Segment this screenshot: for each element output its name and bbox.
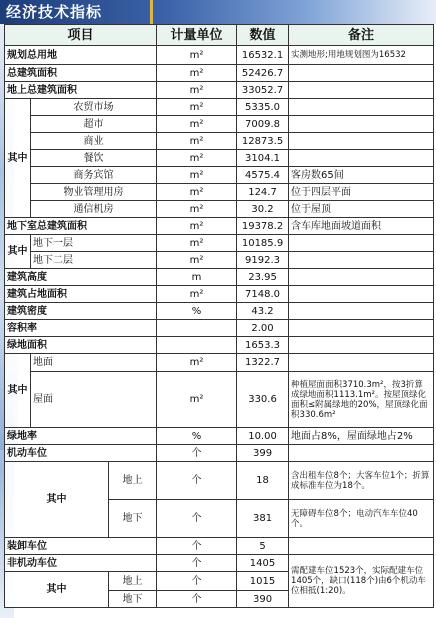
- row-unit: m²: [157, 133, 237, 150]
- table-row: [5, 337, 434, 354]
- row-note: [289, 354, 434, 372]
- row-value: 399: [237, 445, 289, 462]
- row-value: 4575.4: [237, 167, 289, 184]
- table-row: [5, 286, 434, 303]
- table-row: [5, 167, 434, 184]
- row-unit: m²: [157, 252, 237, 269]
- row-value: 10.00: [237, 428, 289, 445]
- row-note: 无障碍车位8个；电动汽车车位40个。: [289, 500, 434, 538]
- row-unit: m²: [157, 150, 237, 167]
- table-row: [5, 372, 434, 428]
- row-value: 390: [237, 591, 289, 608]
- table-row: [5, 184, 434, 201]
- table-row: [5, 428, 434, 445]
- row-unit: 个: [157, 555, 237, 572]
- banner-title: 经济技术指标: [6, 3, 103, 21]
- row-name: 通信机房: [31, 201, 157, 218]
- row-unit: m²: [157, 354, 237, 372]
- banner-stripe: [150, 0, 153, 24]
- row-value: 1015: [237, 572, 289, 591]
- row-name: 地下: [109, 500, 157, 538]
- row-name: 地上: [109, 572, 157, 591]
- row-name: 非机动车位: [5, 555, 157, 572]
- table-row: [5, 538, 434, 555]
- row-value: 7009.8: [237, 116, 289, 133]
- row-value: 23.95: [237, 269, 289, 286]
- row-name: 地下二层: [31, 252, 157, 269]
- row-note: [289, 235, 434, 252]
- row-value: 10185.9: [237, 235, 289, 252]
- row-name: 农贸市场: [31, 99, 157, 116]
- row-value: 33052.7: [237, 82, 289, 99]
- row-note: [289, 269, 434, 286]
- row-note: 需配建车位1523个，实际配建车位1405个，缺口(118个)由6个机动车位相抵(1:20)。: [289, 555, 434, 608]
- row-name: 容积率: [5, 320, 157, 337]
- row-value: 3104.1: [237, 150, 289, 167]
- row-value: 9192.3: [237, 252, 289, 269]
- row-value: 52426.7: [237, 65, 289, 82]
- header-item: 项目: [5, 25, 157, 46]
- row-value: 1653.3: [237, 337, 289, 354]
- table-row: [5, 201, 434, 218]
- row-unit: m²: [157, 167, 237, 184]
- row-note: [289, 150, 434, 167]
- row-unit: 个: [157, 500, 237, 538]
- row-name: 地下一层: [31, 235, 157, 252]
- row-unit: 个: [157, 591, 237, 608]
- row-note: 地面占8%，屋面绿地占2%: [289, 428, 434, 445]
- row-unit: 个: [157, 445, 237, 462]
- row-name: 地下: [109, 591, 157, 608]
- table-row: [5, 133, 434, 150]
- header-value: 数值: [237, 25, 289, 46]
- row-note: [289, 82, 434, 99]
- row-name: 餐饮: [31, 150, 157, 167]
- row-unit: %: [157, 303, 237, 320]
- row-name: 规划总用地: [5, 46, 157, 65]
- row-name: 屋面: [31, 372, 157, 428]
- row-value: 2.00: [237, 320, 289, 337]
- table-row: [5, 303, 434, 320]
- row-unit: m: [157, 269, 237, 286]
- row-unit: m²: [157, 372, 237, 428]
- table-row: [5, 354, 434, 372]
- row-value: 19378.2: [237, 218, 289, 235]
- table-row: [5, 82, 434, 99]
- row-note: 种植屋面面积3710.3m²，按3折算成绿地面积1113.1m²。按屋顶绿化面积≤附属绿地的20%，屋顶绿化面积330.6m²: [289, 372, 434, 428]
- table-row: [5, 462, 434, 500]
- row-value: 1405: [237, 555, 289, 572]
- row-name: 总建筑面积: [5, 65, 157, 82]
- group-label: 其中: [5, 572, 109, 608]
- row-name: 商业: [31, 133, 157, 150]
- row-name: 超市: [31, 116, 157, 133]
- table-row: [5, 235, 434, 252]
- table-row: [5, 150, 434, 167]
- row-name: 地面: [31, 354, 157, 372]
- row-note: 含出租车位8个；大客车位1个；折算成标准车位为18个。: [289, 462, 434, 500]
- row-name: 地上总建筑面积: [5, 82, 157, 99]
- economic-indicators-table: [4, 24, 434, 608]
- row-name: 地下室总建筑面积: [5, 218, 157, 235]
- row-note: [289, 65, 434, 82]
- row-value: 124.7: [237, 184, 289, 201]
- row-note: 客房数65间: [289, 167, 434, 184]
- row-unit: m²: [157, 286, 237, 303]
- row-note: [289, 116, 434, 133]
- table-header-row: [5, 25, 434, 46]
- row-name: 地上: [109, 462, 157, 500]
- row-value: 330.6: [237, 372, 289, 428]
- row-value: 18: [237, 462, 289, 500]
- row-unit: m²: [157, 184, 237, 201]
- row-name: 建筑密度: [5, 303, 157, 320]
- table-row: [5, 320, 434, 337]
- row-name: 绿地面积: [5, 337, 157, 354]
- row-unit: 个: [157, 462, 237, 500]
- row-unit: %: [157, 428, 237, 445]
- row-unit: m²: [157, 201, 237, 218]
- row-note: [289, 538, 434, 555]
- group-label: 其中: [5, 354, 31, 428]
- table-row: [5, 445, 434, 462]
- header-unit: 计量单位: [157, 25, 237, 46]
- row-unit: m²: [157, 65, 237, 82]
- row-name: 物业管理用房: [31, 184, 157, 201]
- table-row: [5, 252, 434, 269]
- group-label: 其中: [5, 99, 31, 218]
- row-unit: m²: [157, 116, 237, 133]
- group-label: 其中: [5, 462, 109, 538]
- table-row: [5, 99, 434, 116]
- row-note: [289, 252, 434, 269]
- row-unit: [157, 320, 237, 337]
- row-value: 1322.7: [237, 354, 289, 372]
- row-value: 381: [237, 500, 289, 538]
- row-unit: m²: [157, 218, 237, 235]
- row-name: 绿地率: [5, 428, 157, 445]
- row-name: 商务宾馆: [31, 167, 157, 184]
- table-row: [5, 65, 434, 82]
- row-value: 5335.0: [237, 99, 289, 116]
- row-unit: m²: [157, 235, 237, 252]
- row-value: 30.2: [237, 201, 289, 218]
- row-name: 建筑高度: [5, 269, 157, 286]
- row-unit: m²: [157, 46, 237, 65]
- title-banner: [0, 0, 436, 24]
- row-note: 位于四层平面: [289, 184, 434, 201]
- row-name: 机动车位: [5, 445, 157, 462]
- row-name: 建筑占地面积: [5, 286, 157, 303]
- table-row: [5, 218, 434, 235]
- table-row: [5, 116, 434, 133]
- row-value: 12873.5: [237, 133, 289, 150]
- row-unit: 个: [157, 572, 237, 591]
- header-note: 备注: [289, 25, 434, 46]
- row-value: 16532.1: [237, 46, 289, 65]
- table-row: [5, 555, 434, 572]
- row-unit: m²: [157, 82, 237, 99]
- row-note: [289, 99, 434, 116]
- row-value: 7148.0: [237, 286, 289, 303]
- group-label: 其中: [5, 235, 31, 269]
- row-note: [289, 320, 434, 337]
- row-note: 实测地形;用地规划图为16532: [289, 46, 434, 65]
- table-row: [5, 269, 434, 286]
- table-row: [5, 46, 434, 65]
- row-unit: 个: [157, 538, 237, 555]
- row-note: 含车库地面坡道面积: [289, 218, 434, 235]
- row-note: [289, 286, 434, 303]
- row-note: [289, 303, 434, 320]
- row-note: [289, 445, 434, 462]
- row-note: [289, 133, 434, 150]
- row-name: 装卸车位: [5, 538, 157, 555]
- row-unit: m²: [157, 99, 237, 116]
- row-value: 5: [237, 538, 289, 555]
- row-note: 位于屋顶: [289, 201, 434, 218]
- row-unit: [157, 337, 237, 354]
- row-note: [289, 337, 434, 354]
- row-value: 43.2: [237, 303, 289, 320]
